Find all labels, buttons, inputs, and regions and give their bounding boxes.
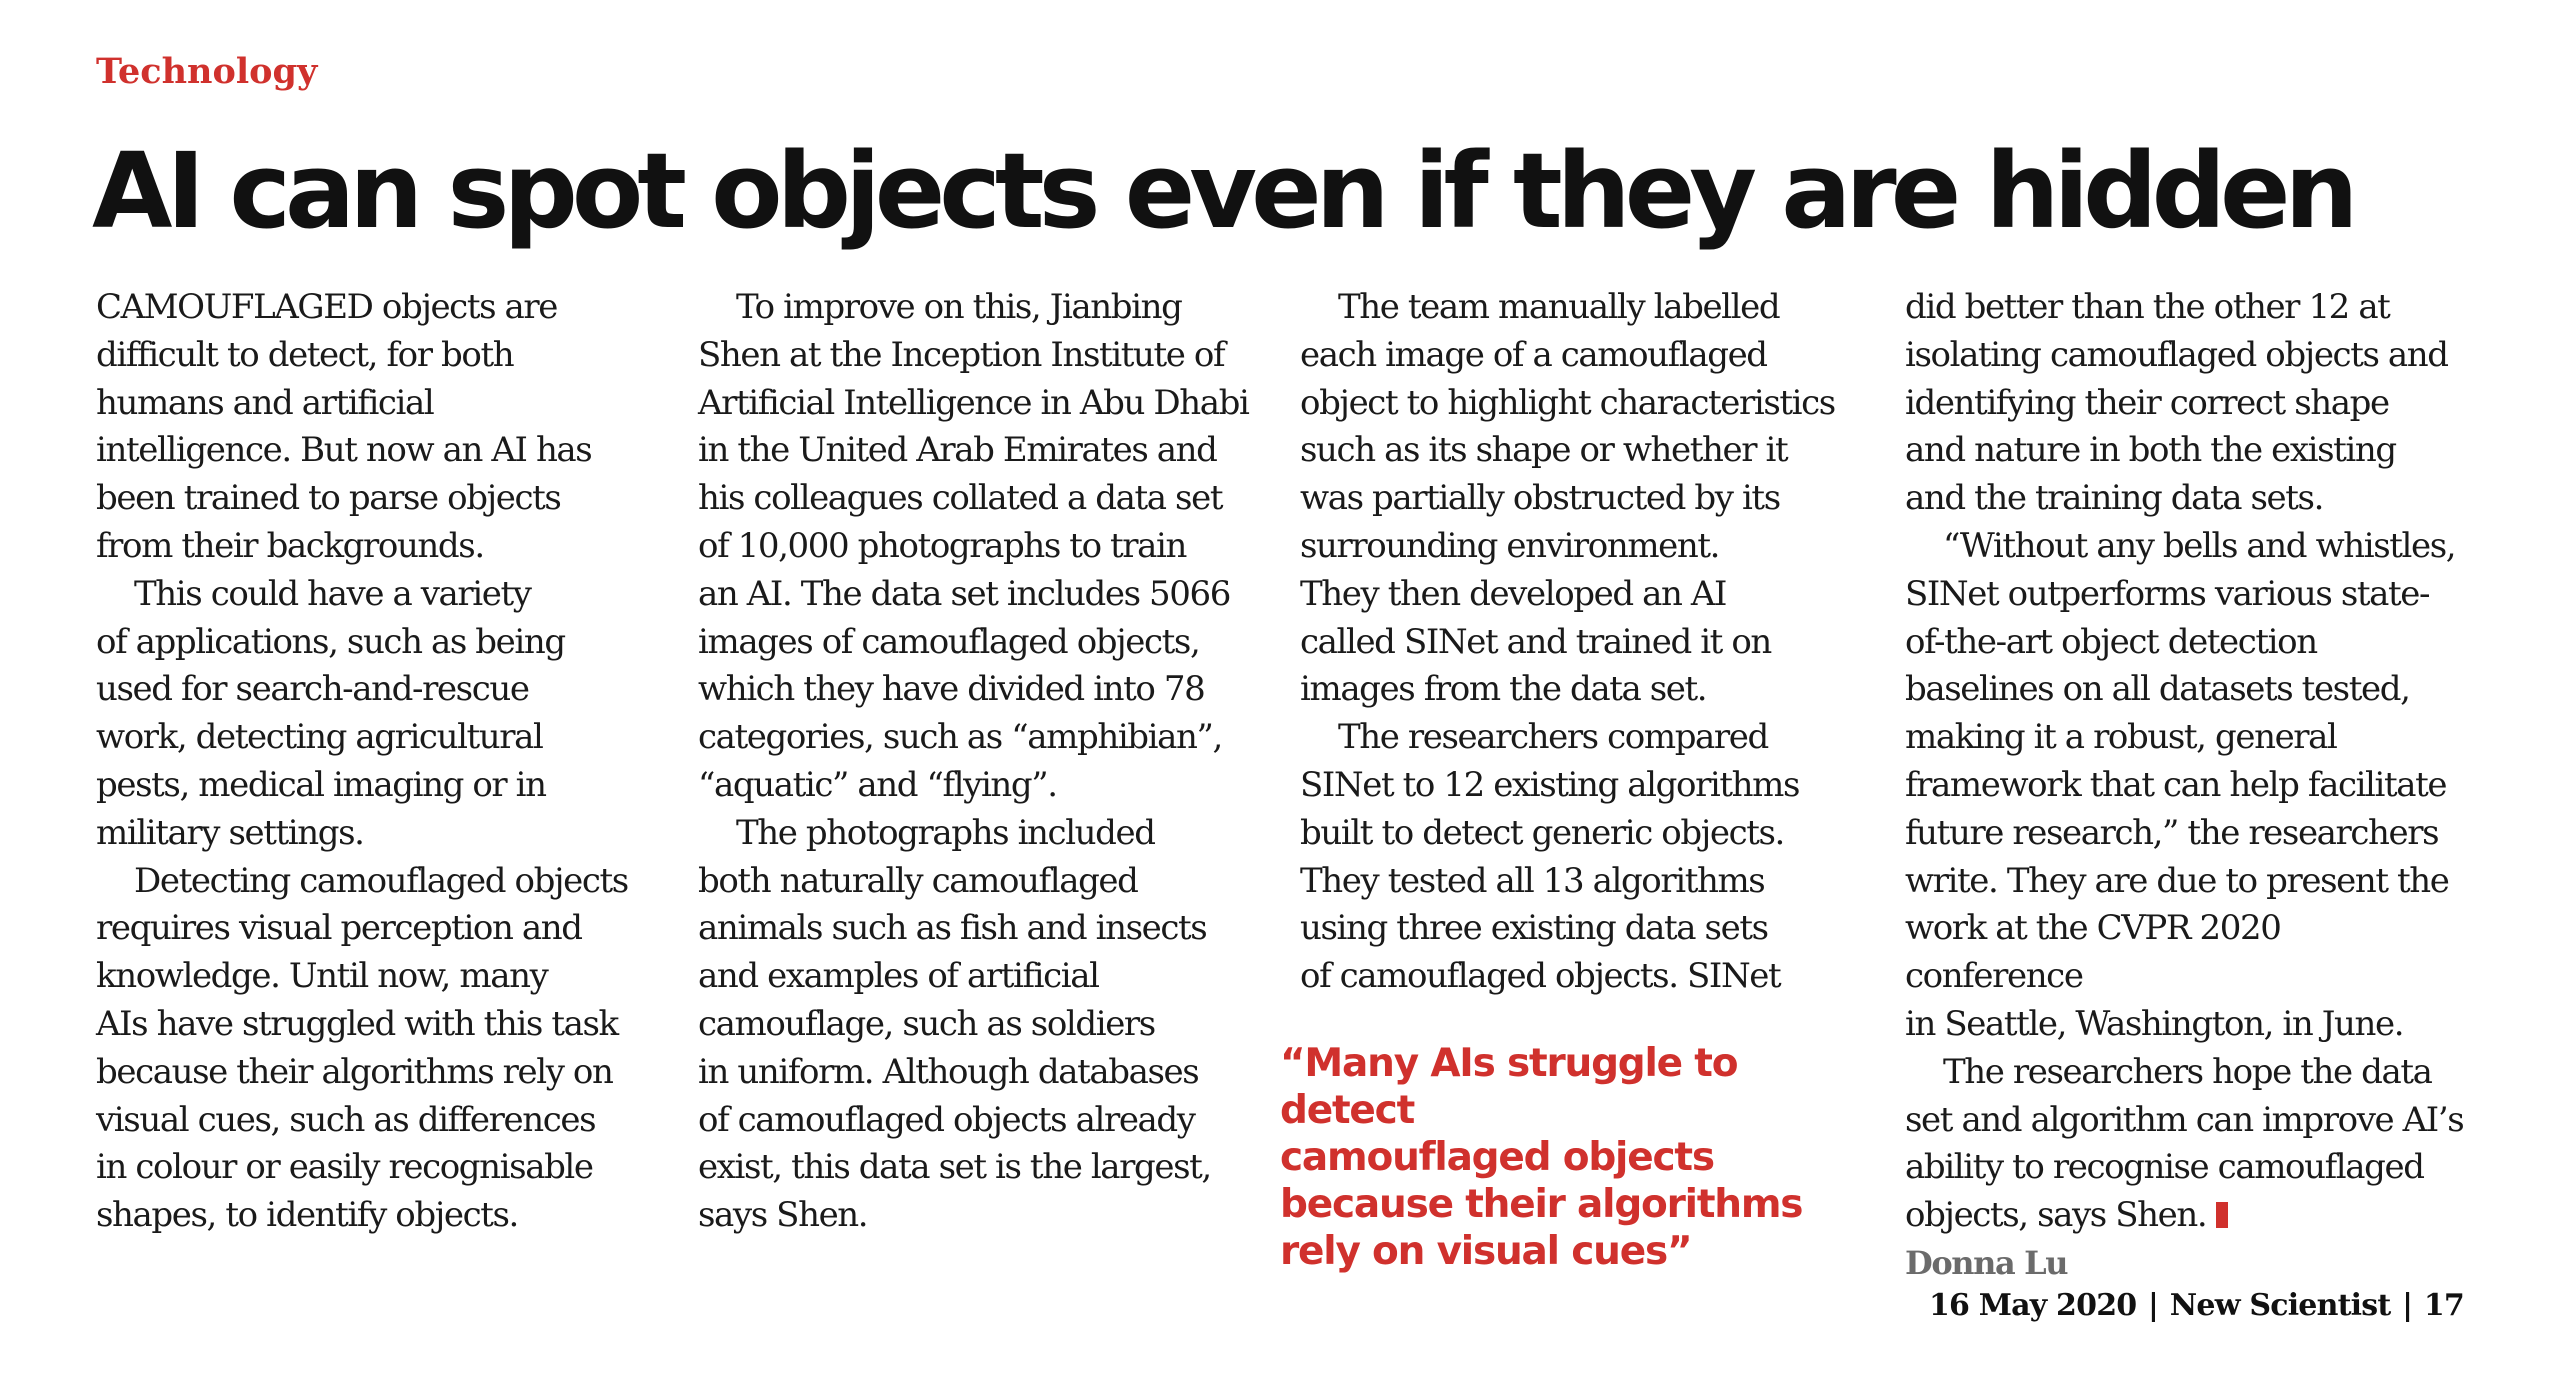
- publication-name: New Scientist: [2169, 1288, 2391, 1323]
- paragraph-text: The researchers hope the data set and algorithm can improve AI’s ability to recognise camouflaged objects, says Shen.: [1905, 1051, 2464, 1236]
- headline: AI can spot objects even if they are hidden: [92, 130, 2353, 252]
- paragraph: The photographs included both naturally camouflaged animals such as fish and insects and examples of artificial camouflage, such as soldiers in uniform. Although databases of camouflaged objects already exist, this data set is the largest, says Shen.: [698, 812, 1211, 1236]
- article-column-1: [96, 284, 656, 1240]
- footer-separator: |: [2148, 1288, 2159, 1323]
- byline: Donna Lu: [1905, 1243, 2068, 1282]
- footer-separator: |: [2402, 1288, 2413, 1323]
- pull-quote: “Many AIs struggle to detect camouflaged objects because their algorithms rely on visual cues”: [1280, 1041, 1803, 1274]
- article-column-4: [1905, 284, 2465, 1288]
- article-column-3: [1300, 284, 1860, 1001]
- paragraph: The researchers compared SINet to 12 existing algorithms built to detect generic objects. They tested all 13 algorithms using three existing data sets of camouflaged objects. SINet: [1300, 717, 1800, 997]
- paragraph: To improve on this, Jianbing Shen at the Inception Institute of Artificial Intelligence in Abu Dhabi in the United Arab Emirates and his colleagues collated a data set of 10,000 photographs to train an AI. The data set includes 5066 images of camouflaged objects, which they have divided into 78 categories, such as “amphibian”, “aquatic” and “flying”.: [698, 287, 1249, 805]
- paragraph: Detecting camouflaged objects requires visual perception and knowledge. Until now, many AIs have struggled with this task because their algorithms rely on visual cues, such as differences in colour or easily recognisable shapes, to identify objects.: [96, 860, 628, 1236]
- article-column-2: [698, 284, 1258, 1240]
- issue-date: 16 May 2020: [1928, 1288, 2137, 1323]
- end-of-article-marker: [2216, 1202, 2228, 1228]
- paragraph: CAMOUFLAGED objects are difficult to detect, for both humans and artificial intelligence. But now an AI has been trained to parse objects from their backgrounds.: [96, 287, 592, 566]
- section-label: Technology: [96, 51, 318, 92]
- page-number: 17: [2423, 1288, 2464, 1323]
- paragraph: The team manually labelled each image of a camouflaged object to highlight characteristics such as its shape or whether it was partially obstructed by its surrounding environment. They then developed an AI called SINet and trained it on images from the data set.: [1300, 287, 1835, 710]
- paragraph: This could have a variety of applications, such as being used for search-and-rescue work, detecting agricultural pests, medical imaging or in military settings.: [96, 573, 565, 853]
- page-footer: [1929, 1288, 2464, 1323]
- paragraph: did better than the other 12 at isolating camouflaged objects and identifying their correct shape and nature in both the existing and the training data sets.: [1905, 287, 2448, 519]
- paragraph: [1905, 1049, 2465, 1240]
- paragraph: “Without any bells and whistles, SINet outperforms various state- of-the-art object detection baselines on all datasets tested, making it a robust, general framework that can help facilitate future research,” the researchers write. They are due to present the work at the CVPR 2020 conference in Seattle, Washington, in June.: [1905, 525, 2456, 1044]
